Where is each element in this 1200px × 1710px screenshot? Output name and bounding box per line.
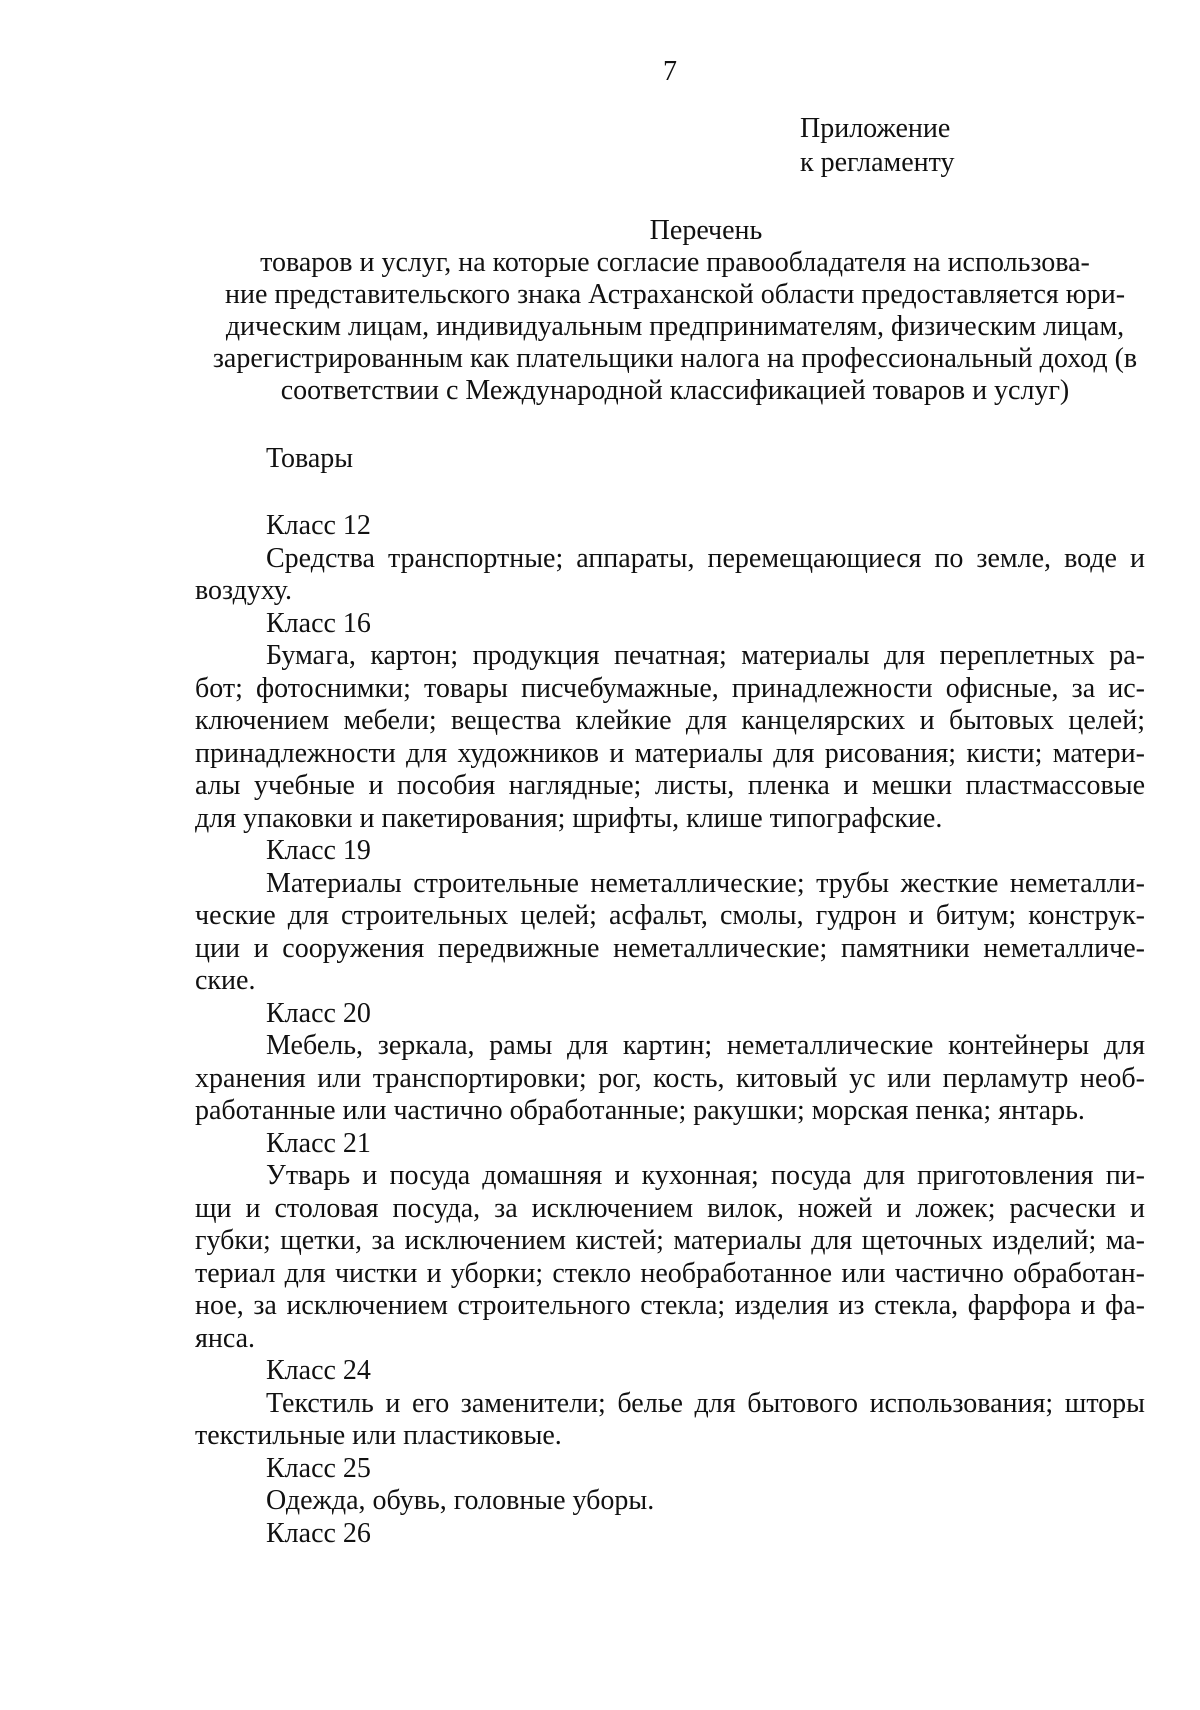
class-description-line: бот; фотоснимки; товары писчебумажные, принадлежности офисные, за ис-	[195, 672, 1145, 704]
class-description-line: принадлежности для художников и материалы для рисования; кисти; матери-	[195, 737, 1145, 769]
appendix-line-2: к регламенту	[800, 147, 955, 178]
class-heading: Класс 26	[266, 1517, 371, 1549]
class-heading: Класс 19	[266, 835, 371, 866]
page-number: 7	[663, 56, 677, 87]
class-description-line: губки; щетки, за исключением кистей; материалы для щеточных изделий; ма-	[195, 1225, 1145, 1256]
class-description-line: Утварь и посуда домашняя и кухонная; посуда для приготовления пи-	[266, 1160, 1145, 1191]
list-heading	[195, 247, 1155, 407]
heading-line: дическим лицам, индивидуальным предпринимателям, физическим лицам,	[225, 311, 1125, 342]
class-description-line: текстильные или пластиковые.	[195, 1420, 562, 1451]
class-description-line: Мебель, зеркала, рамы для картин; неметаллические контейнеры для	[266, 1030, 1145, 1061]
class-description-line: ские.	[195, 965, 256, 996]
heading-line: товаров и услуг, на которые согласие правообладателя на использова-	[260, 247, 1090, 278]
list-title: Перечень	[649, 215, 763, 246]
heading-line: ние представительского знака Астраханской области предоставляется юри-	[224, 279, 1126, 310]
heading-line: соответствии с Международной классификацией товаров и услуг)	[280, 375, 1070, 406]
heading-line: зарегистрированным как плательщики налога на профессиональный доход (в	[212, 343, 1138, 374]
class-description-line: для упаковки и пакетирования; шрифты, клише типографские.	[195, 802, 943, 834]
appendix-line-1: Приложение	[800, 113, 951, 144]
class-heading: Класс 12	[266, 510, 371, 541]
class-description-line: янса.	[195, 1322, 256, 1354]
class-description-line: Текстиль и его заменители; белье для бытового использования; шторы	[266, 1387, 1145, 1419]
class-description-line: Бумага, картон; продукция печатная; материалы для переплетных ра-	[266, 640, 1145, 671]
class-heading: Класс 20	[266, 997, 371, 1029]
class-heading: Класс 21	[266, 1127, 371, 1159]
class-description-line: хранения или транспортировки; рог, кость, китовый ус или перламутр необ-	[195, 1062, 1145, 1094]
section-title-goods: Товары	[266, 443, 354, 474]
class-description-line: воздуху.	[195, 575, 292, 606]
class-description-line: ческие для строительных целей; асфальт, смолы, гудрон и битум; конструк-	[195, 900, 1145, 931]
class-heading: Класс 24	[266, 1355, 371, 1386]
class-description-line: ное, за исключением строительного стекла; изделия из стекла, фарфора и фа-	[195, 1290, 1145, 1321]
class-description-line: ключением мебели; вещества клейкие для канцелярских и бытовых целей;	[195, 705, 1145, 736]
appendix-label	[800, 112, 955, 180]
class-description-line: Материалы строительные неметаллические; трубы жесткие неметалли-	[266, 867, 1145, 899]
class-description-line: ции и сооружения передвижные неметаллические; памятники неметалличе-	[195, 932, 1145, 964]
class-description-line: Средства транспортные; аппараты, перемещающиеся по земле, воде и	[266, 542, 1145, 574]
class-description-line: работанные или частично обработанные; ракушки; морская пенка; янтарь.	[195, 1095, 1085, 1126]
class-description-line: щи и столовая посуда, за исключением вилок, ножей и ложек; расчески и	[195, 1192, 1145, 1224]
class-description-line: териал для чистки и уборки; стекло необработанное или частично обработан-	[195, 1257, 1145, 1289]
class-heading: Класс 16	[266, 607, 371, 639]
class-heading: Класс 25	[266, 1452, 371, 1484]
class-description-line: алы учебные и пособия наглядные; листы, пленка и мешки пластмассовые	[195, 770, 1145, 801]
class-description-line: Одежда, обувь, головные уборы.	[266, 1485, 655, 1516]
class-list	[195, 510, 1145, 1550]
